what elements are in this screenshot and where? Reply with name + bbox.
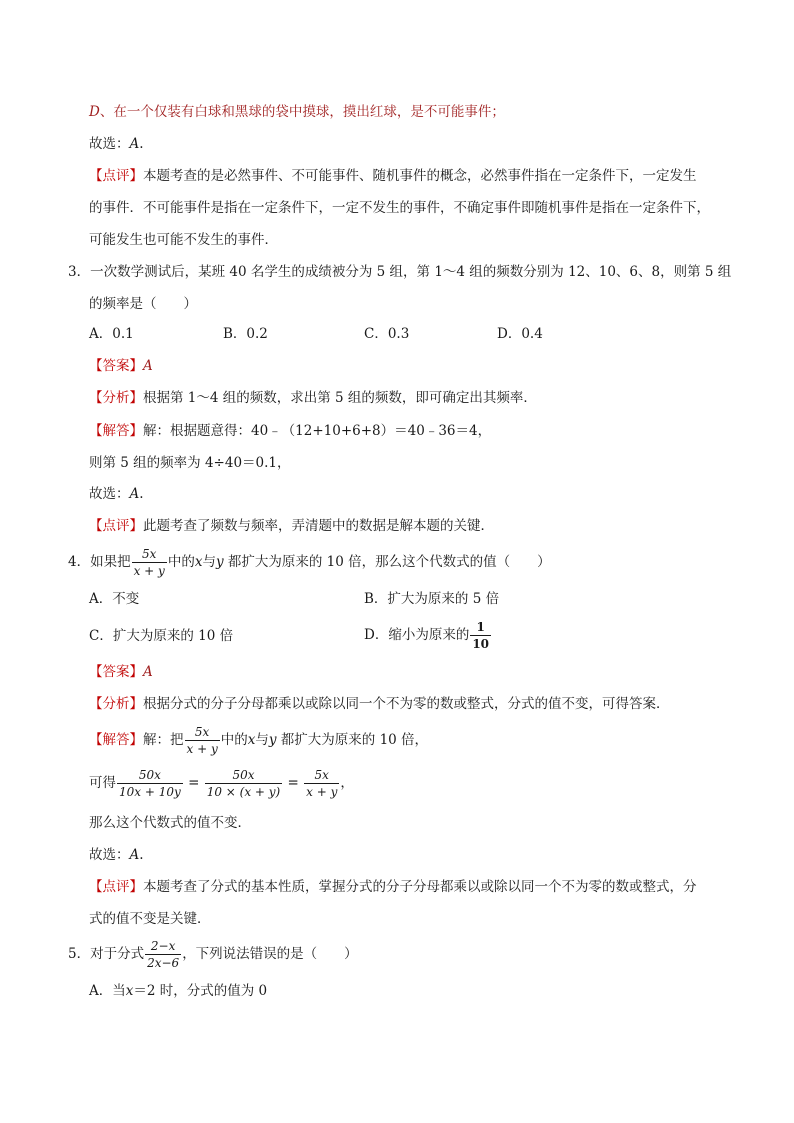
fraction-denominator: 2x−6	[147, 956, 180, 970]
q2-select-line	[89, 134, 144, 154]
q3-comment	[89, 516, 494, 536]
fraction-denominator: 10	[472, 637, 490, 651]
q3-stem-line-1	[68, 262, 731, 282]
q4-solution-line-1	[89, 723, 428, 757]
solution-tag: 【解答】	[89, 732, 143, 748]
q4-option-c: C．扩大为原来的 10 倍	[89, 628, 234, 644]
q4-option-a: A．不变	[89, 591, 140, 607]
question-stem: 与	[202, 554, 216, 570]
period: .	[139, 847, 144, 863]
analysis-text: 根据分式的分子分母都乘以或除以同一个不为零的数或整式，分式的值不变，可得答案．	[143, 696, 670, 712]
solution-text: 都扩大为原来的 10 倍，	[280, 732, 429, 748]
question-stem: 如果把	[90, 554, 131, 570]
q3-solution-line-1	[89, 421, 491, 441]
fraction-5x-over-x-plus-y	[304, 769, 339, 798]
variable-y: y	[215, 554, 224, 570]
q5-stem	[68, 936, 358, 972]
comment-text: 本题考查的是必然事件、不可能事件、随机事件的概念，必然事件指在一定条件下，一定发生	[143, 168, 697, 184]
option-text: A．当	[89, 983, 126, 999]
fraction-50x-over-10-times-x-plus-y	[205, 769, 283, 798]
comment-tag: 【点评】	[89, 518, 143, 534]
analysis-tag: 【分析】	[89, 390, 143, 406]
q2-option-d-explanation	[89, 102, 505, 122]
fraction-numerator: 2−x	[145, 940, 181, 955]
q4-comment-line-2	[89, 909, 211, 929]
question-stem: 的频率是（ ）	[89, 296, 197, 312]
solution-text: 则第 5 组的频率为 4÷40＝0.1，	[89, 455, 291, 471]
fraction-numerator: 5x	[304, 769, 339, 784]
q3-answer	[89, 356, 153, 376]
fraction-denominator: x + y	[306, 785, 338, 799]
q4-stem	[68, 545, 551, 579]
select-answer: A	[129, 847, 140, 863]
option-text: D．缩小为原来的	[364, 627, 470, 643]
equals-sign: =	[188, 775, 200, 791]
option-text: ＝2 时，分式的值为 0	[133, 983, 268, 999]
analysis-tag: 【分析】	[89, 696, 143, 712]
fraction-50x-over-10x-10y	[117, 769, 183, 798]
fraction-denominator: 10 × (x + y)	[206, 785, 281, 799]
comment-text: 式的值不变是关键．	[89, 911, 211, 927]
question-stem: 一次数学测试后，某班 40 名学生的成绩被分为 5 组，第 1～4 组的频数分别为 12、10、6、8，则第 5 组	[90, 264, 732, 280]
select-label: 故选：	[89, 847, 130, 863]
variable-x: x	[125, 983, 134, 999]
question-number: 5．	[68, 946, 91, 962]
comment-tag: 【点评】	[89, 168, 143, 184]
select-label: 故选：	[89, 486, 130, 502]
q4-conclusion	[89, 813, 251, 833]
fraction-denominator: x + y	[133, 564, 165, 578]
question-stem: 都扩大为原来的 10 倍，那么这个代数式的值（ ）	[227, 554, 551, 570]
fraction-2-minus-x-over-2x-minus-6	[145, 940, 181, 969]
fraction-denominator: x + y	[186, 742, 218, 756]
q3-option-a: A．0.1	[89, 326, 134, 342]
comment-text: 的事件．不可能事件是指在一定条件下，一定不发生的事件，不确定事件即随机事件是指在一定条件下，	[89, 200, 710, 216]
answer-value: A	[143, 358, 153, 374]
q4-answer	[89, 662, 153, 682]
question-number: 3．	[68, 264, 91, 280]
q3-select-line	[89, 484, 144, 504]
answer-value: A	[143, 664, 153, 680]
fraction-numerator: 5x	[185, 726, 220, 741]
q2-comment-line-2	[89, 198, 710, 218]
answer-tag: 【答案】	[89, 358, 143, 374]
variable-x: x	[247, 732, 256, 748]
question-stem: 对于分式	[90, 946, 145, 962]
solution-tag: 【解答】	[89, 423, 143, 439]
q3-solution-line-2	[89, 453, 291, 473]
option-label: D	[89, 104, 100, 120]
question-number: 4．	[68, 554, 91, 570]
question-stem: ，下列说法错误的是（ ）	[182, 946, 358, 962]
q4-option-b: B．扩大为原来的 5 倍	[364, 591, 500, 607]
q5-option-a	[89, 981, 267, 1001]
select-answer: A	[129, 136, 140, 152]
variable-x: x	[194, 554, 203, 570]
fraction-numerator: 50x	[117, 769, 183, 784]
fraction-denominator: 10x + 10y	[119, 785, 181, 799]
question-stem: 中的	[167, 554, 195, 570]
solution-text: 解：把	[143, 732, 184, 748]
solution-text: 中的	[220, 732, 248, 748]
solution-text: 与	[255, 732, 269, 748]
comment-text: 此题考查了频数与频率，弄清题中的数据是解本题的关键．	[143, 518, 494, 534]
equals-sign: =	[287, 775, 299, 791]
comment-tag: 【点评】	[89, 879, 143, 895]
comment-text: 本题考查了分式的基本性质，掌握分式的分子分母都乘以或除以同一个不为零的数或整式，分	[143, 879, 697, 895]
fraction-1-over-10	[470, 621, 491, 650]
q3-option-d: D．0.4	[497, 326, 543, 342]
q3-option-b: B．0.2	[223, 326, 268, 342]
q4-comment-line-1	[89, 877, 697, 897]
solution-text: 解：根据题意得：40﹣（12+10+6+8）＝40﹣36＝4，	[143, 423, 492, 439]
select-label: 故选：	[89, 136, 130, 152]
fraction-numerator: 5x	[132, 548, 167, 563]
q4-select-line	[89, 845, 144, 865]
explanation-text: 、在一个仅装有白球和黑球的袋中摸球，摸出红球，是不可能事件；	[99, 104, 505, 120]
q3-stem-line-2	[89, 294, 197, 314]
fraction-5x-over-x-plus-y	[185, 726, 220, 755]
q4-analysis	[89, 694, 670, 714]
solution-text: 可得	[89, 775, 116, 791]
period: .	[139, 486, 144, 502]
q4-solution-equation	[89, 765, 354, 801]
comma: ，	[340, 775, 354, 791]
answer-tag: 【答案】	[89, 664, 143, 680]
fraction-numerator: 50x	[205, 769, 283, 784]
solution-text: 那么这个代数式的值不变．	[89, 815, 251, 831]
period: .	[139, 136, 144, 152]
q3-option-c: C．0.3	[364, 326, 410, 342]
analysis-text: 根据第 1～4 组的频数，求出第 5 组的频数，即可确定出其频率．	[143, 390, 537, 406]
fraction-5x-over-x-plus-y	[132, 548, 167, 577]
fraction-numerator: 1	[470, 621, 491, 636]
comment-text: 可能发生也可能不发生的事件．	[89, 232, 278, 248]
select-answer: A	[129, 486, 140, 502]
variable-y: y	[268, 732, 277, 748]
q2-comment-line-3	[89, 230, 278, 250]
q4-option-d	[364, 617, 492, 653]
q2-comment-line-1	[89, 166, 697, 186]
q3-analysis	[89, 388, 537, 408]
